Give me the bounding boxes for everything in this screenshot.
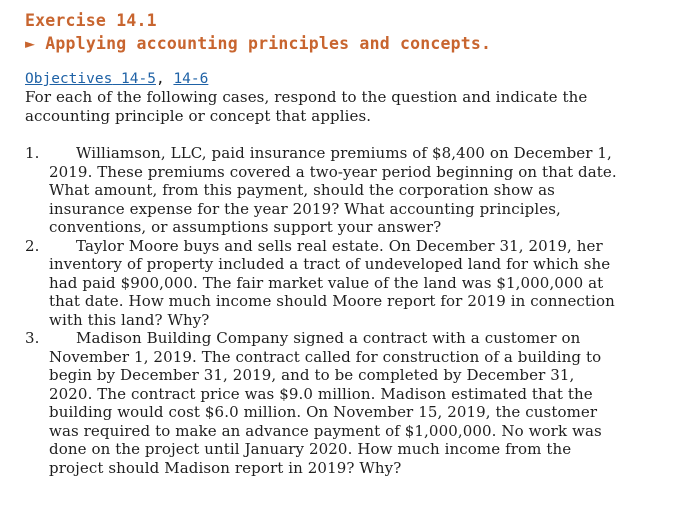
objectives-line [25,70,665,88]
case-line: had paid $900,000. The fair market value of the land was $1,000,000 at [49,273,604,292]
case-line: done on the project until January 2020. How much income from the [49,440,572,458]
objectives-link-14-6[interactable]: 14-6 [173,71,209,87]
case-line: conventions, or assumptions support your answer? [49,218,442,236]
exercise-subtitle [25,32,665,55]
case-line: Madison Building Company signed a contract with a customer on [76,329,581,347]
case-number: 2. [25,236,40,255]
case-line: with this land? Why? [49,310,210,329]
case-line: Taylor Moore buys and sells real estate. On December 31, 2019, her [76,236,603,255]
case-line: was required to make an advance payment of $1,000,000. No work was [49,421,602,440]
case-line: insurance expense for the year 2019? What accounting principles, [49,199,561,218]
exercise-page [25,10,665,477]
instructions-line: accounting principle or concept that applies. [25,106,372,125]
case-line: begin by December 31, 2019, and to be completed by December 31, [49,366,575,384]
case-list [25,144,665,477]
case-line: Williamson, LLC, paid insurance premiums of $8,400 on December 1, [76,144,612,162]
case-line: that date. How much income should Moore report for 2019 in connection [49,292,615,310]
subtitle-text: Applying accounting principles and concepts. [45,34,492,53]
objective-number: 14-5 [121,71,156,87]
objectives-separator: , [155,71,165,87]
play-arrow-icon: ► [25,34,36,53]
case-line: inventory of property included a tract of undeveloped land for which she [49,255,611,273]
exercise-title: Exercise 14.1 [25,11,157,30]
case-item-2 [25,237,665,330]
objectives-label: Objectives [25,71,113,87]
case-item-3 [25,329,665,477]
case-line: November 1, 2019. The contract called for construction of a building to [49,347,602,366]
case-number: 1. [25,144,40,162]
instructions [25,88,665,125]
objectives-link-14-5[interactable] [25,71,156,87]
instructions-line: For each of the following cases, respond to the question and indicate the [25,88,588,106]
case-line: 2019. These premiums covered a two-year period beginning on that date. [49,162,617,181]
case-number: 3. [25,329,40,347]
case-line: project should Madison report in 2019? Why? [49,458,402,477]
case-item-1 [25,144,665,237]
case-line: What amount, from this payment, should the corporation show as [49,181,555,199]
case-line: 2020. The contract price was $9.0 million. Madison estimated that the [49,384,593,403]
case-line: building would cost $6.0 million. On November 15, 2019, the customer [49,403,598,421]
